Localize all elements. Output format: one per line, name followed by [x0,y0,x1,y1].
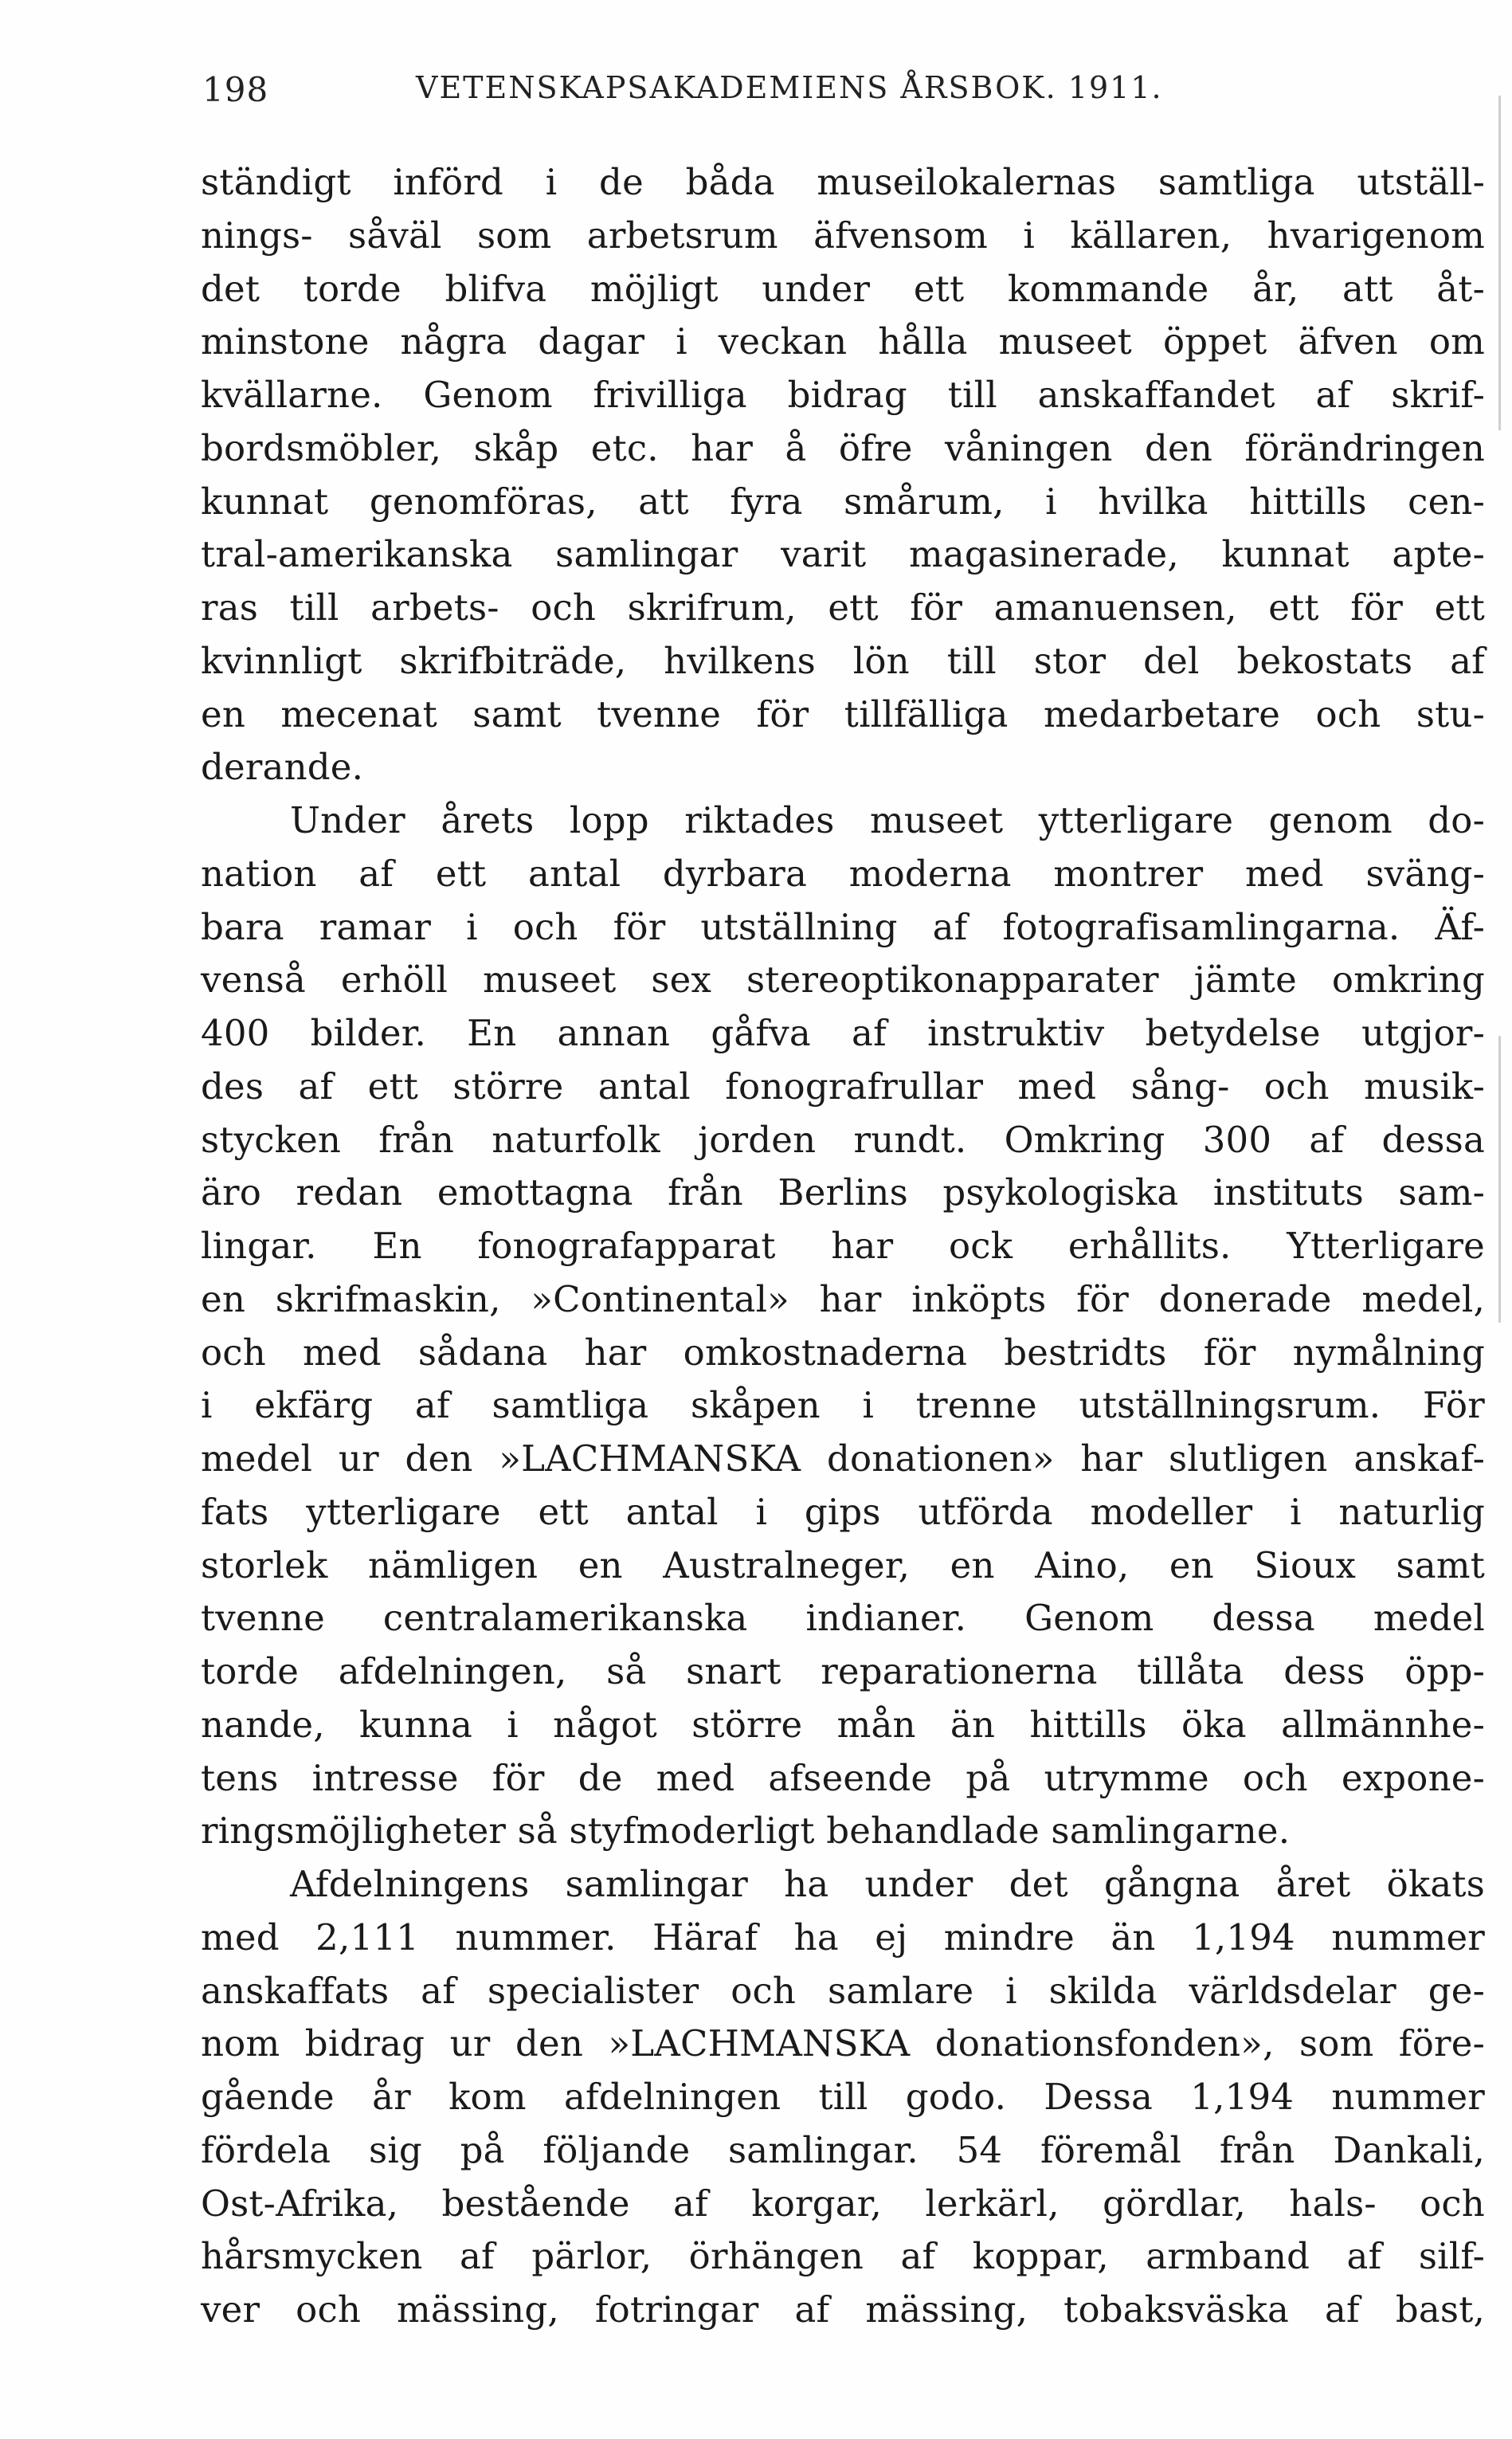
body-text [201,156,1485,2337]
text-line: des af ett större antal fonografrullar med sång- och musik- [201,1065,1485,1108]
text-line: kvällarne. Genom frivilliga bidrag till anskaffandet af skrif- [201,374,1485,416]
text-line: minstone några dagar i veckan hålla museet öppet äfven om [201,320,1485,363]
text-line: stycken från naturfolk jorden rundt. Omkring 300 af dessa [201,1118,1485,1161]
paragraph-end-line: ringsmöjligheter så styfmoderligt behandlade samlingarne. [201,1810,1291,1853]
text-line: äro redan emottagna från Berlins psykologiska instituts sam- [201,1171,1485,1214]
text-line: gående år kom afdelningen till godo. Dessa 1,194 nummer [201,2076,1485,2118]
text-line: nande, kunna i något större mån än hittills öka allmännhe- [201,1703,1485,1746]
page-number: 198 [202,70,269,109]
paragraph-end-line: derande. [201,746,364,789]
text-line: tral-amerikanska samlingar varit magasinerade, kunnat apte- [201,533,1485,576]
text-line: det torde blifva möjligt under ett kommande år, att åt- [201,267,1485,310]
running-title: VETENSKAPSAKADEMIENS ÅRSBOK. 1911. [416,70,1163,105]
text-line: nation af ett antal dyrbara moderna montrer med sväng- [201,852,1485,895]
text-line: anskaffats af specialister och samlare i skilda världsdelar ge- [201,1969,1485,2012]
text-line: hårsmycken af pärlor, örhängen af koppar, armband af silf- [201,2235,1485,2278]
text-line: medel ur den »LACHMANSKA donationen» har slutligen anskaf- [201,1437,1485,1480]
text-line: ver och mässing, fotringar af mässing, tobaksväska af bast, [201,2288,1485,2331]
text-line: torde afdelningen, så snart reparationerna tillåta dess öpp- [201,1650,1485,1692]
paragraph-start-line: Afdelningens samlingar ha under det gångna året ökats [290,1863,1485,1905]
text-line: nom bidrag ur den »LACHMANSKA donationsfonden», som före- [201,2022,1485,2065]
text-line: bordsmöbler, skåp etc. har å öfre våningen den förändringen [201,426,1485,469]
text-line: Ost-Afrika, bestående af korgar, lerkärl, gördlar, hals- och [201,2182,1485,2225]
text-line: bara ramar i och för utställning af fotografisamlingarna. Äf- [201,905,1485,948]
text-line: en mecenat samt tvenne för tillfälliga medarbetare och stu- [201,692,1485,735]
paragraph-start-line: Under årets lopp riktades museet ytterligare genom do- [290,799,1485,841]
text-line: och med sådana har omkostnaderna bestridts för nymålning [201,1331,1485,1374]
text-line: en skrifmaskin, »Continental» har inköpts för donerade medel, [201,1277,1485,1320]
text-line: ständigt införd i de båda museilokalernas samtliga utställ- [201,161,1485,203]
scan-edge-mark [1498,96,1501,430]
page-header [202,70,1286,118]
text-line: storlek nämligen en Australneger, en Aino, en Sioux samt [201,1543,1485,1586]
text-line: med 2,111 nummer. Häraf ha ej mindre än 1,194 nummer [201,1916,1485,1959]
text-line: ras till arbets- och skrifrum, ett för amanuensen, ett för ett [201,586,1485,629]
text-line: fats ytterligare ett antal i gips utförda modeller i naturlig [201,1490,1485,1533]
text-line: 400 bilder. En annan gåfva af instruktiv betydelse utgjor- [201,1012,1485,1054]
text-line: kunnat genomföras, att fyra smårum, i hvilka hittills cen- [201,480,1485,523]
text-line: lingar. En fonografapparat har ock erhållits. Ytterligare [201,1225,1485,1267]
text-line: nings- såväl som arbetsrum äfvensom i källaren, hvarigenom [201,214,1485,257]
text-line: venså erhöll museet sex stereoptikonapparater jämte omkring [201,959,1485,1002]
text-line: i ekfärg af samtliga skåpen i trenne utställningsrum. För [201,1384,1485,1427]
text-line: tvenne centralamerikanska indianer. Genom dessa medel [201,1597,1485,1640]
scan-edge-mark [1498,1036,1501,1323]
text-line: fördela sig på följande samlingar. 54 föremål från Dankali, [201,2128,1485,2171]
text-line: tens intresse för de med afseende på utrymme och expone- [201,1756,1485,1799]
text-line: kvinnligt skrifbiträde, hvilkens lön till stor del bekostats af [201,639,1485,682]
